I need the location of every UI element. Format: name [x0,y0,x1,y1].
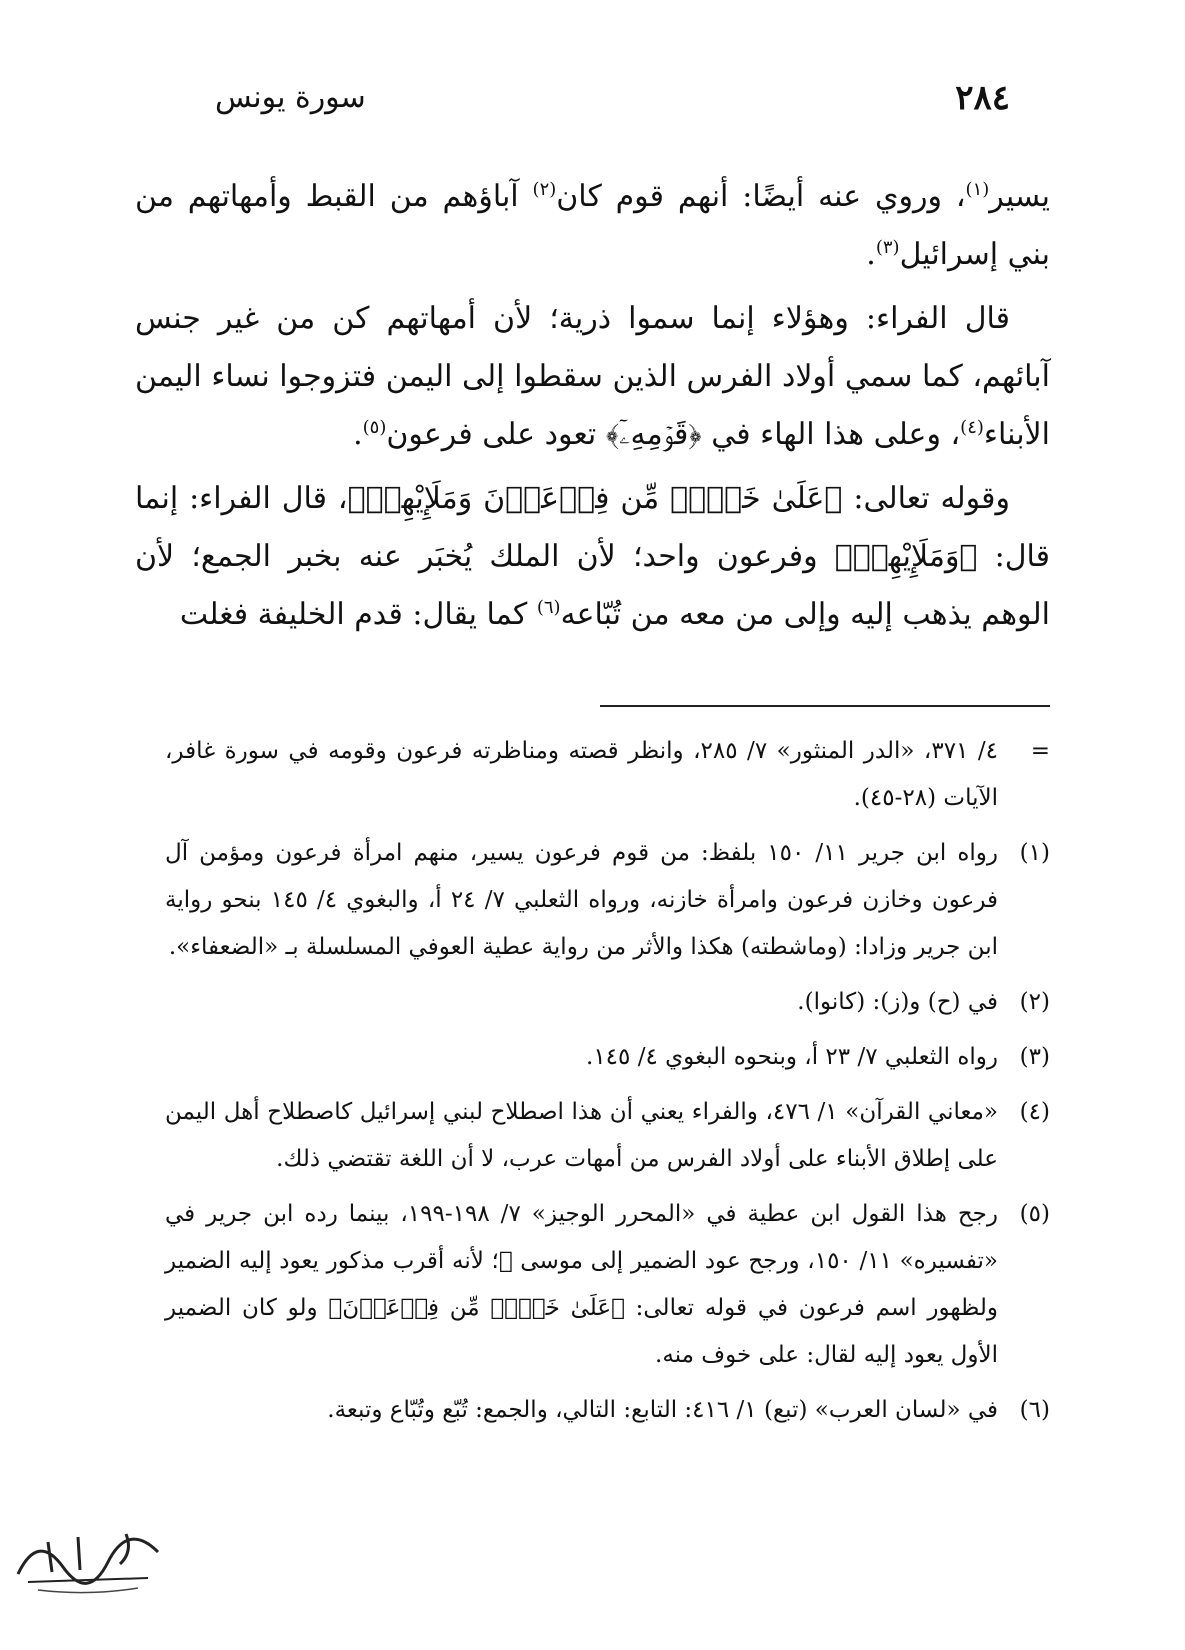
footnote-marker: (٦) [1019,1397,1050,1423]
footnote-ref-1[interactable]: (١) [965,179,990,200]
footnote-3 [165,1034,1050,1081]
text-run: ، وروي عنه أيضًا: أنهم قوم كان [556,179,966,214]
footnote-text: في «لسان العرب» (تبع) ١/ ٤١٦: التابع: التالي، والجمع: تُبّع وتُبّاع وتبعة. [327,1397,998,1423]
footnote-text: رجح هذا القول ابن عطية في «المحرر الوجيز» ٧/ ١٩٨-١٩٩، بينما رده ابن جرير في «تفسيره» ١١/ ١٥٠، ورجح عود الضمير إلى موسى ﷺ؛ لأنه أقرب مذكور يعود إليه الضمير ولظهور اسم فرعون في قوله تعالى: ﴿عَلَىٰ خَوۡفٖ مِّن فِرۡعَوۡنَ﴾ ولو كان الضمير الأول يعود إليه لقال: على خوف منه. [165,1201,998,1368]
paragraph-2 [135,290,1050,464]
footnote-2 [165,979,1050,1026]
footnote-ref-4[interactable]: (٤) [960,417,984,438]
footnote-ref-2[interactable]: (٢) [532,179,557,200]
paragraph-1 [135,168,1050,284]
text-run: يسير [989,179,1050,214]
library-stamp-logo [8,1512,168,1602]
text-run: . [353,417,363,452]
text-run: وفرعون واحد؛ لأن الملك يُخبَر عنه بخبر الجمع؛ لأن الوهم يذهب إليه وإلى من معه من تُبّاعه [135,539,1050,632]
paragraph-3 [135,470,1050,644]
page-header [175,78,1010,138]
footnote-4 [165,1089,1050,1183]
quran-quote: ﴿عَلَىٰ خَوۡفٖ مِّن فِرۡعَوۡنَ وَمَلَإِيْهِمۡ﴾ [347,481,843,516]
text-run: تعود على فرعون [386,417,606,452]
footnote-text: ٤/ ٣٧١، «الدر المنثور» ٧/ ٢٨٥، وانظر قصته ومناظرته فرعون وقومه في سورة غافر، الآيات (٢٨-٤٥). [165,738,998,811]
text-run: قال الفراء: وهؤلاء إنما سموا ذرية؛ لأن أمهاتهم كن من غير جنس آبائهم، كما سمي أولاد الفرس الذين سقطوا إلى اليمن فتزوجوا نساء اليمن الأبناء [135,301,1050,452]
text-run: آباؤهم من القبط وأمهاتهم من بني إسرائيل [135,179,1050,272]
footnote-text: رواه ابن جرير ١١/ ١٥٠ بلفظ: من قوم فرعون يسير، منهم امرأة فرعون ومؤمن آل فرعون وخازن فرعون وامرأة خازنه، ورواه الثعلبي ٧/ ٢٤ أ، والبغوي ٤/ ١٤٥ بنحو رواية ابن جرير وزادا: (وماشطته) هكذا والأثر من رواية عطية العوفي المسلسلة بـ «الضعفاء». [165,840,999,960]
footnote-text: في (ح) و(ز): (كانوا). [797,989,998,1015]
text-run: ، وعلى هذا الهاء في [701,417,961,452]
footnote-ref-5[interactable]: (٥) [362,417,387,438]
main-text [135,168,1050,650]
text-run: . [866,237,876,272]
footnote-marker: = [1030,738,1050,764]
footnotes [165,728,1050,1442]
footnote-5 [165,1191,1050,1379]
footnote-continued [165,728,1050,822]
footnote-marker: (٢) [1019,989,1050,1015]
footnote-marker: (٣) [1019,1044,1050,1070]
text-run: كما يقال: قدم الخليفة فغلت [179,597,537,632]
footnote-1 [165,830,1050,971]
text-run: ، قال الفراء: إنما قال: [135,481,1051,574]
footnote-text: رواه الثعلبي ٧/ ٢٣ أ، وبنحوه البغوي ٤/ ١٤٥. [586,1044,998,1070]
footnote-6 [165,1387,1050,1434]
quran-quote: ﴿وَمَلَإِيْهِمۡ﴾ [834,539,978,574]
footnote-marker: (١) [1019,840,1050,866]
footnote-text: «معاني القرآن» ١/ ٤٧٦، والفراء يعني أن هذا اصطلاح لبني إسرائيل كاصطلاح أهل اليمن على إطلاق الأبناء على أولاد الفرس من أمهات عرب، لا أن اللغة تقتضي ذلك. [165,1099,999,1172]
footnote-separator [600,705,1050,707]
footnote-marker: (٥) [1019,1201,1050,1227]
footnote-ref-3[interactable]: (٣) [875,237,900,258]
footnote-marker: (٤) [1019,1099,1050,1125]
quran-quote: ﴿قَوۡمِهِۦٓ﴾ [605,417,702,452]
page-number: ٢٨٤ [955,78,1010,118]
surah-title: سورة يونس [215,80,366,115]
text-run: وقوله تعالى: [842,481,1011,516]
footnote-ref-6[interactable]: (٦) [536,597,561,618]
